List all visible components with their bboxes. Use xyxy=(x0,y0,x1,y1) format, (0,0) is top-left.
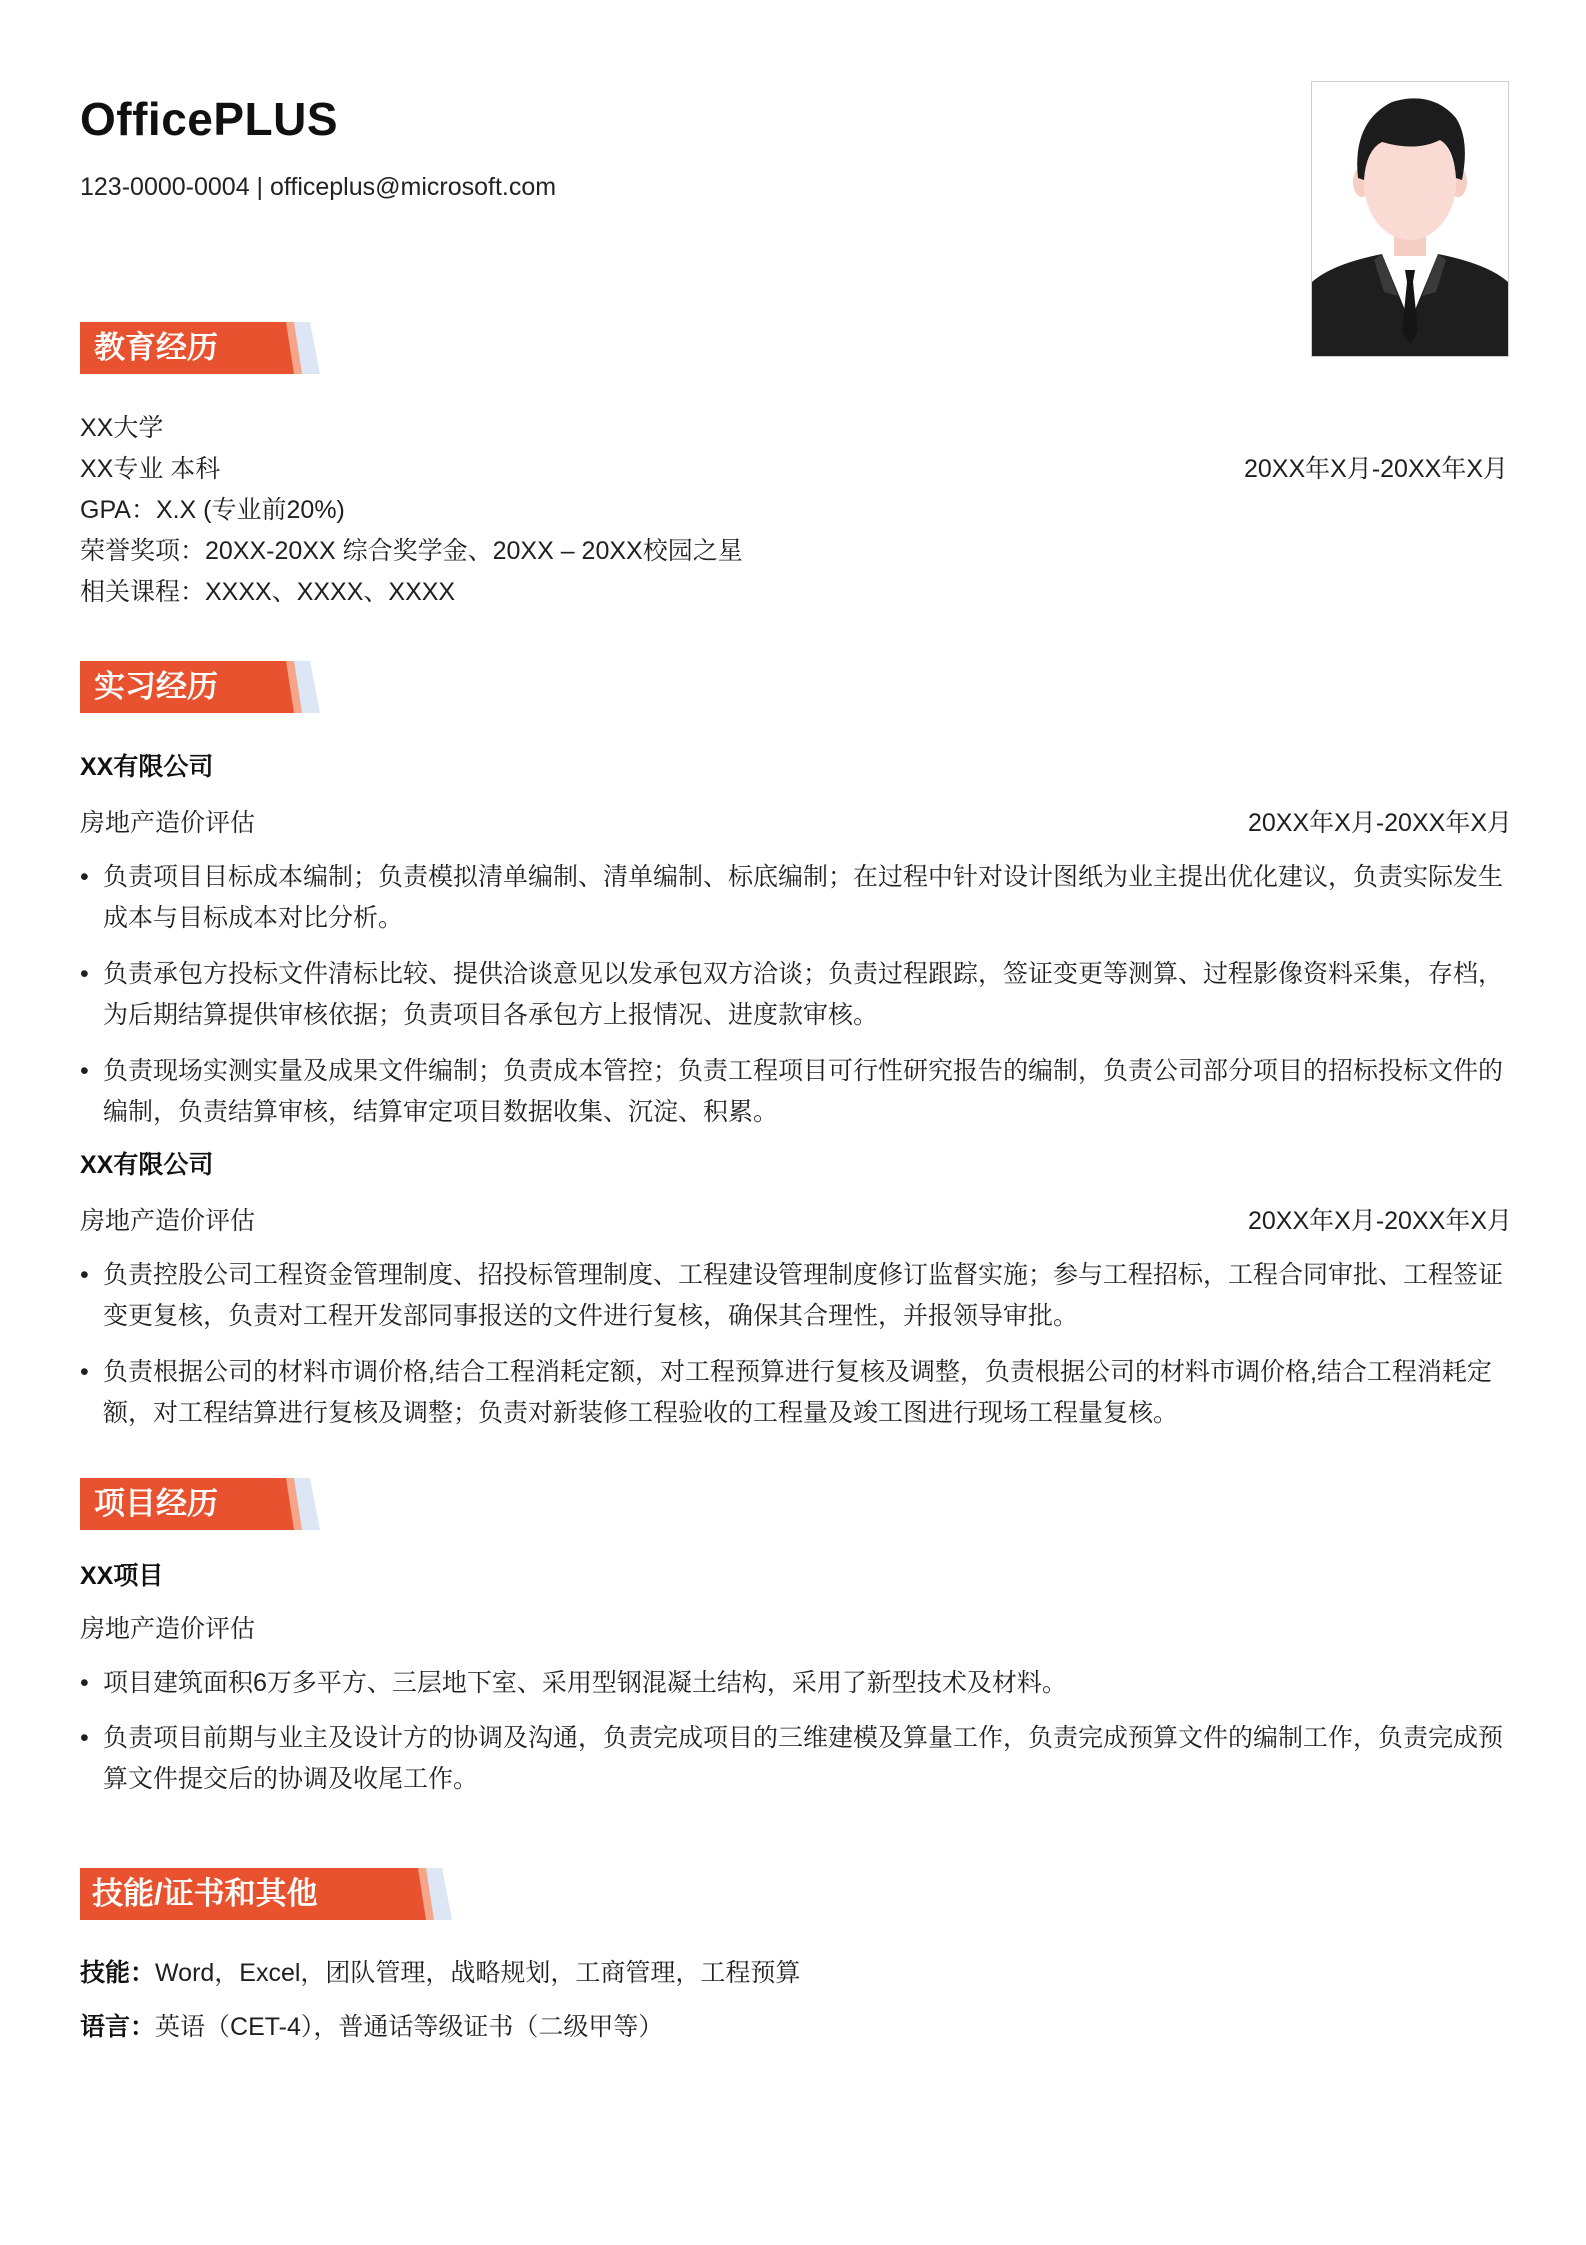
job-role: 房地产造价评估 xyxy=(80,809,256,837)
list-item-text: 项目建筑面积6万多平方、三层地下室、采用型钢混凝土结构，采用了新型技术及材料。 xyxy=(103,1669,1067,1697)
project-role: 房地产造价评估 xyxy=(80,1615,256,1643)
bullet-icon: • xyxy=(80,1669,89,1697)
project-name: XX项目 xyxy=(80,1562,164,1590)
list-item-text: 负责控股公司工程资金管理制度、招投标管理制度、工程建设管理制度修订监督实施；参与工程招标，工程合同审批、工程签证变更复核，负责对工程开发部同事报送的文件进行复核，确保其合理性，并报领导审批。 xyxy=(103,1261,1504,1330)
bullet-icon: • xyxy=(80,960,89,988)
gpa: GPA：X.X (专业前20%) xyxy=(80,496,345,524)
section-title: 技能/证书和其他 xyxy=(92,1876,318,1911)
section-title: 项目经历 xyxy=(94,1486,218,1521)
list-item-text: 负责项目目标成本编制；负责模拟清单编制、清单编制、标底编制；在过程中针对设计图纸为业主提出优化建议，负责实际发生成本与目标成本对比分析。 xyxy=(103,863,1504,932)
job-date: 20XX年X月-20XX年X月 xyxy=(1248,809,1512,837)
section-header-project xyxy=(80,1478,320,1530)
list-item-text: 负责根据公司的材料市调价格,结合工程消耗定额，对工程预算进行复核及调整，负责根据公司的材料市调价格,结合工程消耗定额，对工程结算进行复核及调整；负责对新装修工程验收的工程量及竣工图进行现场工程量复核。 xyxy=(103,1358,1492,1427)
company-name: XX有限公司 xyxy=(80,1151,214,1179)
language-line xyxy=(80,2010,663,2044)
bullet-icon: • xyxy=(80,1724,89,1752)
list-item xyxy=(80,1352,1512,1434)
section-title: 教育经历 xyxy=(94,330,218,365)
bullet-icon: • xyxy=(80,1358,89,1386)
list-item xyxy=(80,1255,1512,1337)
list-item-text: 负责现场实测实量及成果文件编制；负责成本管控；负责工程项目可行性研究报告的编制，负责公司部分项目的招标投标文件的编制，负责结算审核，结算审定项目数据收集、沉淀、积累。 xyxy=(103,1057,1504,1126)
section-header-education xyxy=(80,322,320,374)
contact-info: 123-0000-0004 | officeplus@microsoft.com xyxy=(80,173,557,201)
list-item xyxy=(80,857,1512,939)
section-header-skills xyxy=(80,1868,452,1920)
education-date: 20XX年X月-20XX年X月 xyxy=(1244,455,1508,483)
list-item xyxy=(80,1718,1512,1800)
language-value: 英语（CET-4），普通话等级证书（二级甲等） xyxy=(155,2013,664,2041)
school-name: XX大学 xyxy=(80,414,164,442)
courses: 相关课程：XXXX、XXXX、XXXX xyxy=(80,578,456,606)
company-name: XX有限公司 xyxy=(80,753,214,781)
person-avatar-icon xyxy=(1312,82,1508,356)
language-label: 语言： xyxy=(80,2013,156,2041)
bullet-icon: • xyxy=(80,1261,89,1289)
list-item-text: 负责项目前期与业主及设计方的协调及沟通，负责完成项目的三维建模及算量工作，负责完成预算文件的编制工作，负责完成预算文件提交后的协调及收尾工作。 xyxy=(103,1724,1504,1793)
profile-photo xyxy=(1311,81,1509,357)
major-degree: XX专业 本科 xyxy=(80,455,221,483)
job-role: 房地产造价评估 xyxy=(80,1207,256,1235)
bullet-icon: • xyxy=(80,863,89,891)
skills-value: Word，Excel，团队管理，战略规划，工商管理，工程预算 xyxy=(155,1959,801,1987)
candidate-name: OfficePLUS xyxy=(80,93,339,145)
skills-line xyxy=(80,1956,800,1990)
list-item xyxy=(80,954,1512,1036)
skills-label: 技能： xyxy=(80,1959,156,1987)
section-header-internship xyxy=(80,661,320,713)
honors: 荣誉奖项：20XX-20XX 综合奖学金、20XX – 20XX校园之星 xyxy=(80,537,743,565)
bullet-icon: • xyxy=(80,1057,89,1085)
job-date: 20XX年X月-20XX年X月 xyxy=(1248,1207,1512,1235)
section-title: 实习经历 xyxy=(94,669,218,704)
list-item xyxy=(80,1051,1512,1133)
list-item xyxy=(80,1663,1512,1704)
list-item-text: 负责承包方投标文件清标比较、提供洽谈意见以发承包双方洽谈；负责过程跟踪，签证变更等测算、过程影像资料采集，存档，为后期结算提供审核依据；负责项目各承包方上报情况、进度款审核。 xyxy=(103,960,1504,1029)
